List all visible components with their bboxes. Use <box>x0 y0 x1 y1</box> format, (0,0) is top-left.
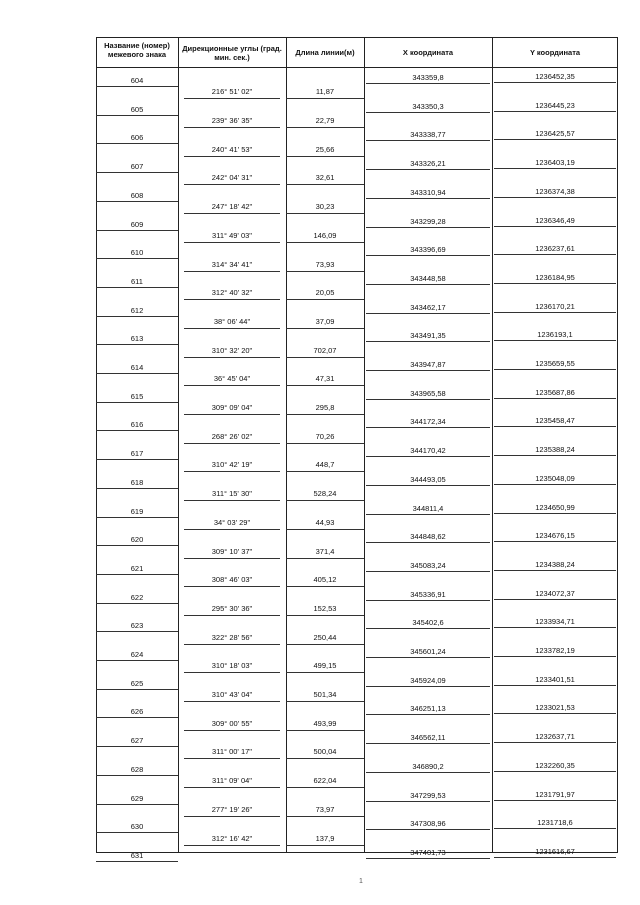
point-y: 1236403,19 <box>535 158 575 168</box>
point-mark: 630 <box>130 822 144 832</box>
segment-length: 73,93 <box>315 259 335 269</box>
row-rule <box>96 258 178 259</box>
row-rule <box>184 471 280 472</box>
row-rule <box>366 112 490 113</box>
row-rule <box>494 627 616 628</box>
row-rule <box>366 571 490 572</box>
col-border <box>492 37 493 853</box>
row-rule <box>366 485 490 486</box>
row-rule <box>286 644 364 645</box>
point-y: 1235388,24 <box>535 445 575 455</box>
row-rule <box>286 529 364 530</box>
header-mark: Название (номер) межевого знака <box>104 41 170 59</box>
segment-angle: 311° 15' 30" <box>212 489 252 499</box>
row-rule <box>494 312 616 313</box>
segment-angle: 295° 30' 36" <box>211 603 253 613</box>
segment-length: 20,05 <box>315 288 335 298</box>
segment-length: 405,12 <box>313 575 337 585</box>
segment-length: 499,15 <box>313 661 337 671</box>
row-rule <box>286 615 364 616</box>
row-rule <box>184 644 280 645</box>
point-mark: 610 <box>130 248 144 258</box>
row-rule <box>96 775 178 776</box>
row-rule <box>184 385 280 386</box>
point-mark: 624 <box>130 650 144 659</box>
row-rule <box>184 328 280 329</box>
col-border <box>178 37 179 853</box>
point-mark: 606 <box>130 133 144 143</box>
header-y: Y координата <box>529 48 581 57</box>
row-rule <box>96 115 178 116</box>
row-rule <box>96 660 178 661</box>
header-angle: Дирекционные углы (град. мин. сек.) <box>182 44 282 62</box>
row-rule <box>366 399 490 400</box>
row-rule <box>286 816 364 817</box>
segment-length: 25,66 <box>315 144 335 154</box>
point-mark: 623 <box>130 621 144 631</box>
row-rule <box>96 459 178 460</box>
point-y: 1235687,86 <box>535 387 575 397</box>
row-rule <box>96 517 178 518</box>
row-rule <box>96 603 178 604</box>
point-y: 1236184,95 <box>535 272 575 282</box>
point-x: 345924,09 <box>410 675 446 685</box>
row-rule <box>494 139 616 140</box>
point-x: 344170,42 <box>410 446 446 456</box>
row-rule <box>366 514 490 515</box>
point-mark: 629 <box>130 793 144 803</box>
row-rule <box>366 743 490 744</box>
point-y: 1234072,37 <box>535 588 575 598</box>
row-rule <box>366 628 490 629</box>
row-rule <box>96 689 178 690</box>
row-rule <box>184 98 280 99</box>
segment-angle: 308° 46' 03" <box>211 575 253 585</box>
point-x: 346890,2 <box>412 761 444 771</box>
point-mark: 605 <box>130 104 144 114</box>
row-rule <box>366 313 490 314</box>
row-rule <box>286 471 364 472</box>
point-mark: 616 <box>130 420 144 430</box>
segment-length: 250,44 <box>313 632 337 642</box>
row-rule <box>184 529 280 530</box>
row-rule <box>366 542 490 543</box>
row-rule <box>96 574 178 575</box>
row-rule <box>494 369 616 370</box>
row-rule <box>96 143 178 144</box>
segment-angle: 216° 51' 02" <box>211 87 253 97</box>
row-rule <box>184 816 280 817</box>
row-rule <box>286 98 364 99</box>
segment-length: 146,09 <box>313 230 337 240</box>
col-border <box>96 37 97 853</box>
segment-angle: 309° 09' 04" <box>211 403 253 413</box>
row-rule <box>286 213 364 214</box>
row-rule <box>494 82 616 83</box>
row-rule <box>96 804 178 805</box>
point-y: 1232260,35 <box>535 760 575 770</box>
row-rule <box>366 456 490 457</box>
row-rule <box>366 772 490 773</box>
point-x: 346251,13 <box>410 704 446 714</box>
point-x: 345336,91 <box>410 589 446 599</box>
point-mark: 614 <box>130 363 144 372</box>
point-y: 1236346,49 <box>535 215 575 225</box>
row-rule <box>494 398 616 399</box>
point-y: 1235458,47 <box>535 416 575 426</box>
row-rule <box>494 599 616 600</box>
row-rule <box>286 787 364 788</box>
row-rule <box>184 414 280 415</box>
point-x: 344493,05 <box>410 474 446 484</box>
point-mark: 617 <box>130 449 144 459</box>
row-rule <box>96 717 178 718</box>
row-rule <box>494 455 616 456</box>
point-y: 1231791,97 <box>535 789 575 799</box>
row-rule <box>494 426 616 427</box>
point-y: 1233401,51 <box>535 674 575 684</box>
point-x: 344172,34 <box>410 417 446 427</box>
point-mark: 608 <box>130 190 144 200</box>
row-rule <box>184 357 280 358</box>
header-x: X координата <box>402 48 454 57</box>
table-top-border <box>96 37 618 38</box>
row-rule <box>96 373 178 374</box>
row-rule <box>286 845 364 846</box>
row-rule <box>96 545 178 546</box>
segment-length: 152,53 <box>313 603 337 613</box>
coordinates-table <box>96 37 618 860</box>
point-mark: 625 <box>130 678 144 688</box>
segment-angle: 268° 26' 02" <box>211 431 253 441</box>
point-x: 343462,17 <box>410 302 446 312</box>
segment-length: 528,24 <box>313 489 337 499</box>
row-rule <box>366 858 490 859</box>
point-y: 1235659,55 <box>535 359 575 368</box>
row-rule <box>96 861 178 862</box>
row-rule <box>366 83 490 84</box>
row-rule <box>184 787 280 788</box>
row-rule <box>286 558 364 559</box>
row-rule <box>366 341 490 342</box>
header-length: Длина линии(м) <box>295 48 355 57</box>
row-rule <box>494 168 616 169</box>
row-rule <box>184 156 280 157</box>
point-x: 343396,69 <box>410 245 446 255</box>
row-rule <box>286 156 364 157</box>
row-rule <box>366 227 490 228</box>
point-x: 345402,6 <box>412 618 444 628</box>
point-x: 347308,96 <box>410 819 446 829</box>
point-mark: 626 <box>130 707 144 717</box>
point-x: 345601,24 <box>410 647 446 656</box>
row-rule <box>286 701 364 702</box>
row-rule <box>286 414 364 415</box>
point-x: 343326,21 <box>410 159 446 169</box>
row-rule <box>184 558 280 559</box>
segment-angle: 239° 36' 35" <box>211 116 253 126</box>
point-y: 1232637,71 <box>535 732 575 742</box>
segment-angle: 310° 43' 04" <box>211 690 253 700</box>
row-rule <box>494 484 616 485</box>
point-x: 343310,94 <box>410 187 446 197</box>
row-rule <box>366 169 490 170</box>
point-mark: 604 <box>130 76 144 85</box>
row-rule <box>286 730 364 731</box>
point-mark: 609 <box>130 219 144 229</box>
point-x: 347401,73 <box>410 847 446 857</box>
row-rule <box>184 586 280 587</box>
segment-angle: 312° 40' 32" <box>211 288 253 298</box>
segment-angle: 310° 18' 03" <box>211 661 253 671</box>
point-y: 1236170,21 <box>535 301 575 311</box>
row-rule <box>184 758 280 759</box>
point-y: 1233782,19 <box>535 646 575 655</box>
row-rule <box>96 832 178 833</box>
row-rule <box>366 714 490 715</box>
point-y: 1236452,35 <box>535 72 575 81</box>
point-mark: 631 <box>130 850 144 860</box>
row-rule <box>494 570 616 571</box>
row-rule <box>96 402 178 403</box>
point-y: 1231718,6 <box>537 818 573 828</box>
point-mark: 611 <box>131 276 143 286</box>
point-mark: 620 <box>130 535 144 545</box>
point-mark: 627 <box>130 736 144 746</box>
point-y: 1234388,24 <box>535 559 575 569</box>
segment-length: 73,97 <box>315 804 335 814</box>
segment-length: 30,23 <box>315 202 335 212</box>
row-rule <box>184 242 280 243</box>
row-rule <box>494 254 616 255</box>
point-y: 1231616,67 <box>535 846 575 856</box>
row-rule <box>184 845 280 846</box>
point-mark: 613 <box>130 334 144 344</box>
point-x: 344848,62 <box>410 532 446 542</box>
point-x: 343448,58 <box>410 273 446 283</box>
row-rule <box>366 686 490 687</box>
row-rule <box>494 656 616 657</box>
col-border <box>617 37 618 853</box>
row-rule <box>184 443 280 444</box>
segment-angle: 310° 42' 19" <box>211 460 253 470</box>
row-rule <box>494 771 616 772</box>
segment-length: 501,34 <box>313 690 337 700</box>
row-rule <box>184 730 280 731</box>
segment-angle: 277° 19' 26" <box>211 804 253 814</box>
row-rule <box>96 344 178 345</box>
point-x: 343965,58 <box>410 388 446 398</box>
row-rule <box>366 829 490 830</box>
point-x: 345083,24 <box>410 560 446 570</box>
row-rule <box>286 242 364 243</box>
row-rule <box>494 283 616 284</box>
row-rule <box>366 284 490 285</box>
row-rule <box>286 357 364 358</box>
point-y: 1236374,38 <box>535 186 575 196</box>
row-rule <box>96 230 178 231</box>
row-rule <box>184 500 280 501</box>
segment-length: 137,9 <box>315 833 335 843</box>
segment-angle: 38° 06' 44" <box>213 316 251 326</box>
row-rule <box>366 370 490 371</box>
row-rule <box>286 127 364 128</box>
row-rule <box>286 586 364 587</box>
point-y: 1236193,1 <box>537 330 573 340</box>
row-rule <box>286 271 364 272</box>
row-rule <box>366 140 490 141</box>
row-rule <box>96 430 178 431</box>
row-rule <box>286 299 364 300</box>
row-rule <box>366 600 490 601</box>
row-rule <box>184 127 280 128</box>
point-x: 344811,4 <box>412 503 444 513</box>
header-bottom-border <box>96 67 618 68</box>
segment-angle: 34° 03' 29" <box>213 517 251 527</box>
point-x: 343947,87 <box>410 360 446 369</box>
segment-length: 22,79 <box>315 116 335 126</box>
segment-length: 493,99 <box>313 718 337 728</box>
point-y: 1236237,61 <box>535 244 575 254</box>
segment-angle: 311° 00' 17" <box>212 747 252 757</box>
point-x: 343350,3 <box>412 101 444 111</box>
row-rule <box>286 500 364 501</box>
row-rule <box>184 672 280 673</box>
segment-angle: 36° 45' 04" <box>213 374 251 384</box>
row-rule <box>366 657 490 658</box>
row-rule <box>184 271 280 272</box>
point-x: 343359,8 <box>412 73 444 82</box>
row-rule <box>96 746 178 747</box>
row-rule <box>286 443 364 444</box>
row-rule <box>184 213 280 214</box>
row-rule <box>184 615 280 616</box>
point-mark: 628 <box>130 764 144 774</box>
page-footer-mark: 1 <box>359 878 363 885</box>
point-y: 1234676,15 <box>535 531 575 541</box>
row-rule <box>494 857 616 858</box>
row-rule <box>494 111 616 112</box>
row-rule <box>366 255 490 256</box>
row-rule <box>184 184 280 185</box>
segment-length: 295,8 <box>315 403 335 413</box>
point-mark: 622 <box>130 592 144 602</box>
segment-length: 500,04 <box>313 747 337 757</box>
row-rule <box>286 672 364 673</box>
row-rule <box>96 201 178 202</box>
segment-angle: 242° 04' 31" <box>211 173 253 183</box>
segment-angle: 310° 32' 20" <box>211 345 253 355</box>
point-x: 346562,11 <box>410 733 446 743</box>
segment-angle: 322° 28' 56" <box>211 632 253 642</box>
point-mark: 612 <box>130 305 144 315</box>
point-y: 1235048,09 <box>535 473 575 483</box>
row-rule <box>286 184 364 185</box>
segment-length: 11,87 <box>315 87 335 97</box>
point-y: 1233934,71 <box>535 617 575 627</box>
row-rule <box>494 828 616 829</box>
point-mark: 615 <box>130 391 144 401</box>
point-x: 343491,35 <box>410 331 446 341</box>
row-rule <box>184 299 280 300</box>
col-border <box>364 37 365 853</box>
point-mark: 618 <box>130 477 144 487</box>
row-rule <box>494 541 616 542</box>
row-rule <box>286 328 364 329</box>
point-x: 343299,28 <box>410 216 446 226</box>
row-rule <box>286 385 364 386</box>
row-rule <box>494 197 616 198</box>
row-rule <box>184 701 280 702</box>
segment-angle: 312° 16' 42" <box>211 833 253 843</box>
segment-length: 371,4 <box>315 546 335 556</box>
segment-length: 702,07 <box>313 345 337 355</box>
segment-angle: 311° 49' 03" <box>212 230 252 240</box>
row-rule <box>96 287 178 288</box>
row-rule <box>366 801 490 802</box>
segment-angle: 247° 18' 42" <box>211 202 253 212</box>
segment-length: 622,04 <box>313 776 337 786</box>
row-rule <box>494 685 616 686</box>
segment-angle: 309° 10' 37" <box>211 546 253 556</box>
point-x: 343338,77 <box>410 130 446 140</box>
row-rule <box>96 488 178 489</box>
segment-length: 44,93 <box>315 517 335 527</box>
row-rule <box>286 758 364 759</box>
point-y: 1233021,53 <box>535 703 575 713</box>
point-y: 1234650,99 <box>535 502 575 512</box>
row-rule <box>494 742 616 743</box>
point-y: 1236425,57 <box>535 129 575 139</box>
row-rule <box>494 226 616 227</box>
segment-angle: 311° 09' 04" <box>212 776 252 786</box>
row-rule <box>96 172 178 173</box>
segment-length: 47,31 <box>315 374 335 384</box>
row-rule <box>494 713 616 714</box>
segment-length: 448,7 <box>315 460 335 470</box>
segment-angle: 240° 41' 53" <box>211 144 253 154</box>
row-rule <box>366 198 490 199</box>
row-rule <box>494 800 616 801</box>
row-rule <box>494 513 616 514</box>
segment-length: 37,09 <box>315 316 335 326</box>
point-mark: 607 <box>130 162 144 172</box>
segment-angle: 309° 00' 55" <box>211 718 253 728</box>
point-y: 1236445,23 <box>535 100 575 110</box>
row-rule <box>494 340 616 341</box>
segment-length: 70,26 <box>315 431 335 441</box>
point-x: 347299,53 <box>410 790 446 800</box>
row-rule <box>96 316 178 317</box>
point-mark: 621 <box>130 563 144 573</box>
segment-angle: 314° 34' 41" <box>211 259 253 269</box>
point-mark: 619 <box>130 506 144 516</box>
row-rule <box>96 631 178 632</box>
row-rule <box>96 86 178 87</box>
segment-length: 32,61 <box>315 173 335 183</box>
row-rule <box>366 427 490 428</box>
